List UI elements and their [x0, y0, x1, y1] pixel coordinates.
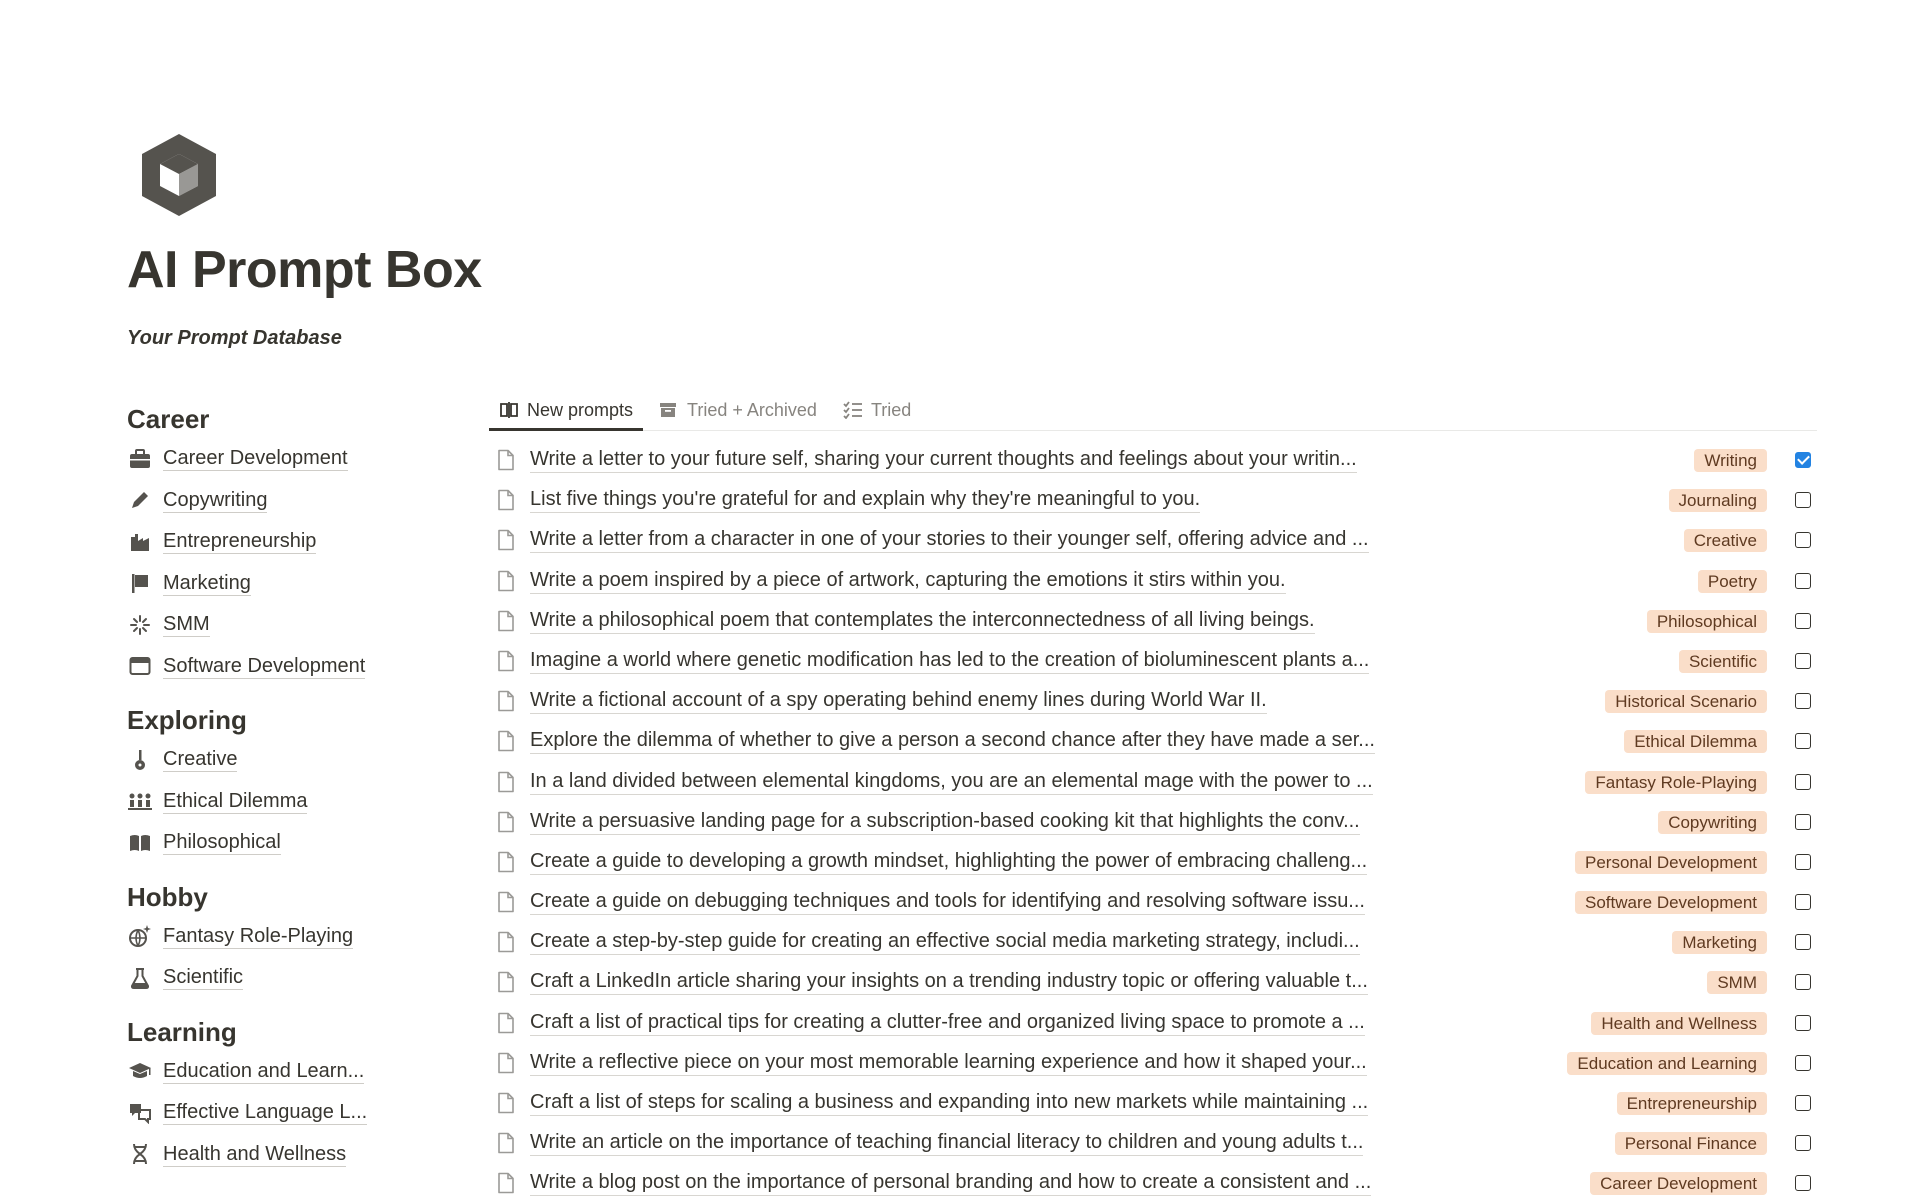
- document-icon: [496, 1132, 516, 1154]
- people-group-icon: [127, 788, 153, 814]
- tab-new-prompts[interactable]: [489, 390, 643, 430]
- tried-checkbox[interactable]: [1795, 1055, 1811, 1071]
- tried-checkbox[interactable]: [1795, 492, 1811, 508]
- prompt-title-link[interactable]: Write a fictional account of a spy operating behind enemy lines during World War II.: [530, 687, 1267, 714]
- prompt-title-link[interactable]: Craft a LinkedIn article sharing your insights on a trending industry topic or offering valuable t...: [530, 968, 1368, 995]
- sidebar-item-label: Career Development: [163, 447, 348, 470]
- document-icon: [496, 730, 516, 752]
- dna-icon: [127, 1141, 153, 1167]
- sidebar-item-label: Entrepreneurship: [163, 530, 317, 553]
- document-icon: [496, 1172, 516, 1194]
- category-tag: Poetry: [1698, 570, 1767, 593]
- tab-tried[interactable]: [833, 390, 921, 430]
- sidebar-item-label: Effective Language L...: [163, 1101, 368, 1124]
- sidebar-item-philosophical[interactable]: [127, 822, 427, 864]
- table-row[interactable]: [489, 962, 1817, 1002]
- tried-checkbox[interactable]: [1795, 854, 1811, 870]
- sidebar-item-label: Copywriting: [163, 488, 268, 511]
- document-icon: [496, 570, 516, 592]
- graduation-cap-icon: [127, 1058, 153, 1084]
- tried-checkbox[interactable]: [1795, 1175, 1811, 1191]
- tried-checkbox[interactable]: [1795, 733, 1811, 749]
- prompt-title-link[interactable]: Write a poem inspired by a piece of artwork, capturing the emotions it stirs within you.: [530, 567, 1286, 594]
- document-icon: [496, 690, 516, 712]
- document-icon: [496, 1052, 516, 1074]
- category-tag: Health and Wellness: [1591, 1012, 1767, 1035]
- prompt-title-link[interactable]: Create a step-by-step guide for creating an effective social media marketing strategy, includi...: [530, 928, 1360, 955]
- category-tag: Copywriting: [1658, 811, 1767, 834]
- document-icon: [496, 489, 516, 511]
- sidebar-item-label: Software Development: [163, 654, 366, 677]
- table-row[interactable]: [489, 561, 1817, 601]
- sidebar-item-career-development[interactable]: [127, 438, 427, 480]
- category-tag: Creative: [1684, 529, 1767, 552]
- translate-chat-icon: [127, 1100, 153, 1126]
- tab-tried-archived[interactable]: [649, 390, 827, 430]
- sidebar-item-scientific[interactable]: [127, 957, 427, 999]
- prompt-title-link[interactable]: Write a letter to your future self, sharing your current thoughts and feelings about your writin...: [530, 446, 1357, 473]
- sidebar-group-exploring: [127, 701, 427, 864]
- sparkle-loader-icon: [127, 612, 153, 638]
- category-tag: Writing: [1694, 449, 1767, 472]
- sidebar-item-label: Marketing: [163, 571, 251, 594]
- table-row[interactable]: [489, 721, 1817, 761]
- table-row[interactable]: [489, 1043, 1817, 1083]
- sidebar: [127, 400, 427, 1189]
- factory-icon: [127, 529, 153, 555]
- tab-label: New prompts: [527, 399, 634, 420]
- tried-checkbox[interactable]: [1795, 934, 1811, 950]
- prompt-title-link[interactable]: Create a guide to developing a growth mindset, highlighting the power of embracing challeng...: [530, 848, 1367, 875]
- prompt-list: [489, 440, 1817, 1204]
- sidebar-item-creative[interactable]: [127, 739, 427, 781]
- tried-checkbox[interactable]: [1795, 452, 1811, 468]
- prompt-title-link[interactable]: Write a reflective piece on your most memorable learning experience and how it shaped your...: [530, 1049, 1367, 1076]
- sidebar-item-entrepreneurship[interactable]: [127, 521, 427, 563]
- sidebar-group-hobby: [127, 878, 427, 999]
- briefcase-icon: [127, 446, 153, 472]
- cube-logo-icon: [134, 130, 224, 220]
- table-row[interactable]: [489, 882, 1817, 922]
- table-row[interactable]: [489, 1003, 1817, 1043]
- page-subtitle: Your Prompt Database: [127, 327, 342, 349]
- sidebar-group-title: Exploring: [127, 705, 247, 735]
- tried-checkbox[interactable]: [1795, 532, 1811, 548]
- sidebar-item-label: Fantasy Role-Playing: [163, 924, 354, 947]
- document-icon: [496, 650, 516, 672]
- open-book-icon: [127, 830, 153, 856]
- tried-checkbox[interactable]: [1795, 1015, 1811, 1031]
- prompt-title-link[interactable]: List five things you're grateful for and explain why they're meaningful to you.: [530, 486, 1200, 513]
- sidebar-group-learning: [127, 1013, 427, 1176]
- tab-label: Tried + Archived: [687, 399, 817, 420]
- globe-sparkle-icon: [127, 923, 153, 949]
- sidebar-item-marketing[interactable]: [127, 563, 427, 605]
- prompt-title-link[interactable]: Create a guide on debugging techniques and tools for identifying and resolving software issu...: [530, 888, 1365, 915]
- category-tag: Career Development: [1590, 1172, 1767, 1195]
- sidebar-item-label: Creative: [163, 748, 238, 771]
- tried-checkbox[interactable]: [1795, 613, 1811, 629]
- category-tag: Personal Finance: [1615, 1132, 1767, 1155]
- document-icon: [496, 811, 516, 833]
- guitar-icon: [127, 747, 153, 773]
- page-title: AI Prompt Box: [127, 241, 482, 299]
- prompt-title-link[interactable]: Write a philosophical poem that contemplates the interconnectedness of all living beings.: [530, 607, 1315, 634]
- prompt-title-link[interactable]: Explore the dilemma of whether to give a person a second chance after they have made a ser...: [530, 727, 1375, 754]
- book-split-icon: [499, 400, 519, 420]
- table-row[interactable]: [489, 762, 1817, 802]
- prompt-title-link[interactable]: In a land divided between elemental kingdoms, you are an elemental mage with the power to ...: [530, 768, 1373, 795]
- sidebar-item-education-and-learning[interactable]: [127, 1051, 427, 1093]
- sidebar-item-software-development[interactable]: [127, 646, 427, 688]
- pencil-icon: [127, 487, 153, 513]
- document-icon: [496, 971, 516, 993]
- document-icon: [496, 610, 516, 632]
- flag-icon: [127, 570, 153, 596]
- tab-label: Tried: [870, 399, 912, 420]
- prompt-title-link[interactable]: Craft a list of practical tips for creating a clutter-free and organized living space to promote a ...: [530, 1009, 1365, 1036]
- sidebar-item-label: SMM: [163, 613, 210, 636]
- category-tag: SMM: [1707, 971, 1767, 994]
- sidebar-group-title: Learning: [127, 1016, 237, 1047]
- document-icon: [496, 851, 516, 873]
- category-tag: Journaling: [1669, 489, 1767, 512]
- tried-checkbox[interactable]: [1795, 573, 1811, 589]
- sidebar-item-health-and-wellness[interactable]: [127, 1134, 427, 1176]
- document-icon: [496, 771, 516, 793]
- category-tag: Fantasy Role-Playing: [1585, 771, 1767, 794]
- table-row[interactable]: [489, 641, 1817, 681]
- view-tabs: [489, 390, 1817, 431]
- sidebar-item-smm[interactable]: [127, 604, 427, 646]
- sidebar-item-copywriting[interactable]: [127, 480, 427, 522]
- table-row[interactable]: [489, 480, 1817, 520]
- document-icon: [496, 1092, 516, 1114]
- sidebar-item-label: Philosophical: [163, 831, 281, 854]
- prompt-title-link[interactable]: Imagine a world where genetic modification has led to the creation of bioluminescent plants a...: [530, 647, 1369, 674]
- category-tag: Marketing: [1672, 931, 1767, 954]
- flask-icon: [127, 965, 153, 991]
- category-tag: Personal Development: [1575, 851, 1767, 874]
- document-icon: [496, 529, 516, 551]
- table-row[interactable]: [489, 922, 1817, 962]
- tried-checkbox[interactable]: [1795, 814, 1811, 830]
- table-row[interactable]: [489, 440, 1817, 480]
- tried-checkbox[interactable]: [1795, 653, 1811, 669]
- prompt-title-link[interactable]: Write an article on the importance of teaching financial literacy to children and young adults t...: [530, 1129, 1363, 1156]
- sidebar-item-ethical-dilemma[interactable]: [127, 781, 427, 823]
- sidebar-item-fantasy-role-playing[interactable]: [127, 916, 427, 958]
- table-row[interactable]: [489, 1123, 1817, 1163]
- document-icon: [496, 891, 516, 913]
- tried-checkbox[interactable]: [1795, 774, 1811, 790]
- category-tag: Entrepreneurship: [1617, 1092, 1767, 1115]
- category-tag: Historical Scenario: [1605, 690, 1767, 713]
- prompt-title-link[interactable]: Craft a list of steps for scaling a business and expanding into new markets while maintaining ...: [530, 1089, 1368, 1116]
- sidebar-item-label: Ethical Dilemma: [163, 789, 308, 812]
- table-row[interactable]: [489, 802, 1817, 842]
- checklist-icon: [843, 400, 863, 420]
- sidebar-group-title: Career: [127, 404, 210, 434]
- table-row[interactable]: [489, 1083, 1817, 1123]
- browser-window-icon: [127, 653, 153, 679]
- table-row[interactable]: [489, 681, 1817, 721]
- sidebar-item-label: Education and Learn...: [163, 1059, 365, 1082]
- sidebar-group-career: [127, 400, 427, 687]
- table-row[interactable]: [489, 601, 1817, 641]
- sidebar-item-label: Health and Wellness: [163, 1142, 347, 1165]
- tried-checkbox[interactable]: [1795, 1135, 1811, 1151]
- category-tag: Education and Learning: [1567, 1052, 1767, 1075]
- tried-checkbox[interactable]: [1795, 974, 1811, 990]
- prompt-title-link[interactable]: Write a persuasive landing page for a subscription-based cooking kit that highlights the conv...: [530, 808, 1360, 835]
- table-row[interactable]: [489, 1163, 1817, 1203]
- table-row[interactable]: [489, 842, 1817, 882]
- category-tag: Software Development: [1575, 891, 1767, 914]
- document-icon: [496, 931, 516, 953]
- document-icon: [496, 449, 516, 471]
- archive-box-icon: [659, 400, 679, 420]
- prompt-title-link[interactable]: Write a blog post on the importance of personal branding and how to create a consistent and ...: [530, 1169, 1371, 1196]
- category-tag: Philosophical: [1647, 610, 1767, 633]
- tried-checkbox[interactable]: [1795, 1095, 1811, 1111]
- table-row[interactable]: [489, 520, 1817, 560]
- tried-checkbox[interactable]: [1795, 894, 1811, 910]
- category-tag: Scientific: [1679, 650, 1767, 673]
- category-tag: Ethical Dilemma: [1624, 730, 1767, 753]
- tried-checkbox[interactable]: [1795, 693, 1811, 709]
- sidebar-item-effective-language-learning[interactable]: [127, 1092, 427, 1134]
- document-icon: [496, 1012, 516, 1034]
- prompt-title-link[interactable]: Write a letter from a character in one of your stories to their younger self, offering advice and ...: [530, 526, 1369, 553]
- sidebar-item-label: Scientific: [163, 966, 244, 989]
- sidebar-group-title: Hobby: [127, 881, 208, 912]
